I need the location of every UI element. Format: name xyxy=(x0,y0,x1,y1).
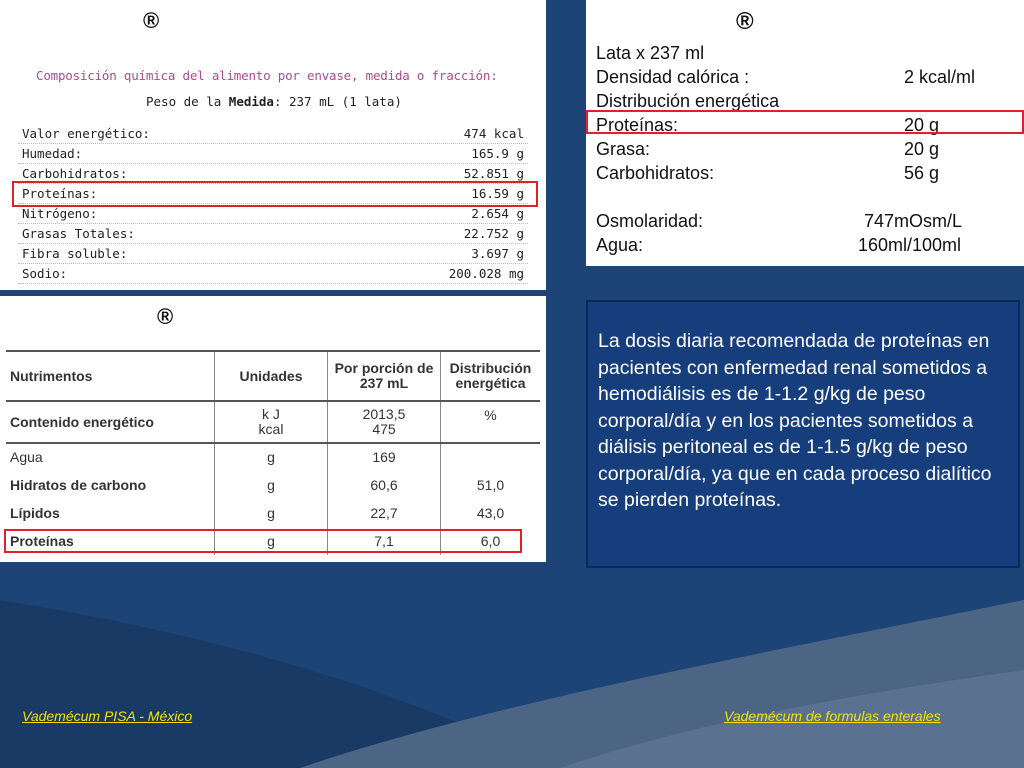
energy-distribution-label: Distribución energética xyxy=(596,91,780,111)
recommendation-textbox xyxy=(586,300,1020,568)
registered-mark: ® xyxy=(143,8,160,33)
water-value: 160ml/100ml xyxy=(858,235,962,255)
list-item: Valor energético: 474 kcal xyxy=(18,124,528,144)
can-size: Lata x 237 ml xyxy=(596,43,705,63)
caloric-density-value: 2 kcal/ml xyxy=(904,67,976,87)
water-label: Agua: xyxy=(596,235,644,255)
table-row: Lípidos g 22,7 43,0 xyxy=(6,499,540,527)
protein-highlight-box xyxy=(4,529,522,553)
osmolarity-value: 747mOsm/L xyxy=(864,211,963,231)
protein-highlight-box xyxy=(586,110,1024,134)
list-item: Grasas Totales: 22.752 g xyxy=(18,224,528,244)
registered-mark: ® xyxy=(736,8,754,35)
composition-subtitle: Peso de la Medida: 237 mL (1 lata) xyxy=(146,94,402,109)
protein-label: Proteínas: xyxy=(596,115,679,135)
protein-value: 20 g xyxy=(904,115,940,135)
recommendation-text: La dosis diaria recomendada de proteínas en pacientes con enfermedad renal sometidos a hemodiálisis es de 1-1.2 g/kg de peso corporal/día y en los pacientes sometidos a diálisis peritoneal es de 1-1.5 g/kg de peso corporal/día, ya que en cada proceso dialítico se pierden proteínas. xyxy=(598,330,992,511)
vademecum-pisa-link[interactable]: Vademécum PISA - México xyxy=(22,708,193,724)
vademecum-formulas-link[interactable]: Vademécum de formulas enterales xyxy=(724,708,941,724)
list-item: Humedad: 165.9 g xyxy=(18,144,528,164)
table-header-row xyxy=(6,351,540,401)
column-header: Distribución energética xyxy=(441,351,541,401)
nutrients-table-panel xyxy=(0,296,546,562)
caloric-density-label: Densidad calórica : xyxy=(596,67,750,87)
carbs-label: Carbohidratos: xyxy=(596,163,715,183)
column-header: Por porción de 237 mL xyxy=(328,351,441,401)
table-row: Hidratos de carbono g 60,6 51,0 xyxy=(6,471,540,499)
osmolarity-label: Osmolaridad: xyxy=(596,211,704,231)
composition-title: Composición química del alimento por envase, medida o fracción: xyxy=(36,68,498,83)
nutrients-table xyxy=(6,350,540,555)
fat-value: 20 g xyxy=(904,139,940,159)
protein-highlight-box xyxy=(12,181,538,207)
column-header: Nutrimentos xyxy=(6,351,215,401)
list-item: Fibra soluble: 3.697 g xyxy=(18,244,528,264)
list-item: Nitrógeno: 2.654 g xyxy=(18,204,528,224)
list-item: Proteínas: 16.59 g xyxy=(18,184,528,204)
table-row: Contenido energético k J kcal 2013,5 475 % xyxy=(6,401,540,443)
list-item: Sodio: 200.028 mg xyxy=(18,264,528,284)
registered-mark: ® xyxy=(157,304,174,329)
carbs-value: 56 g xyxy=(904,163,940,183)
list-item: Carbohidratos: 52.851 g xyxy=(18,164,528,184)
table-row: Agua g 169 xyxy=(6,443,540,471)
column-header: Unidades xyxy=(215,351,328,401)
composition-panel xyxy=(0,0,546,290)
table-row: Proteínas g 7,1 6,0 xyxy=(6,527,540,555)
fat-label: Grasa: xyxy=(596,139,651,159)
